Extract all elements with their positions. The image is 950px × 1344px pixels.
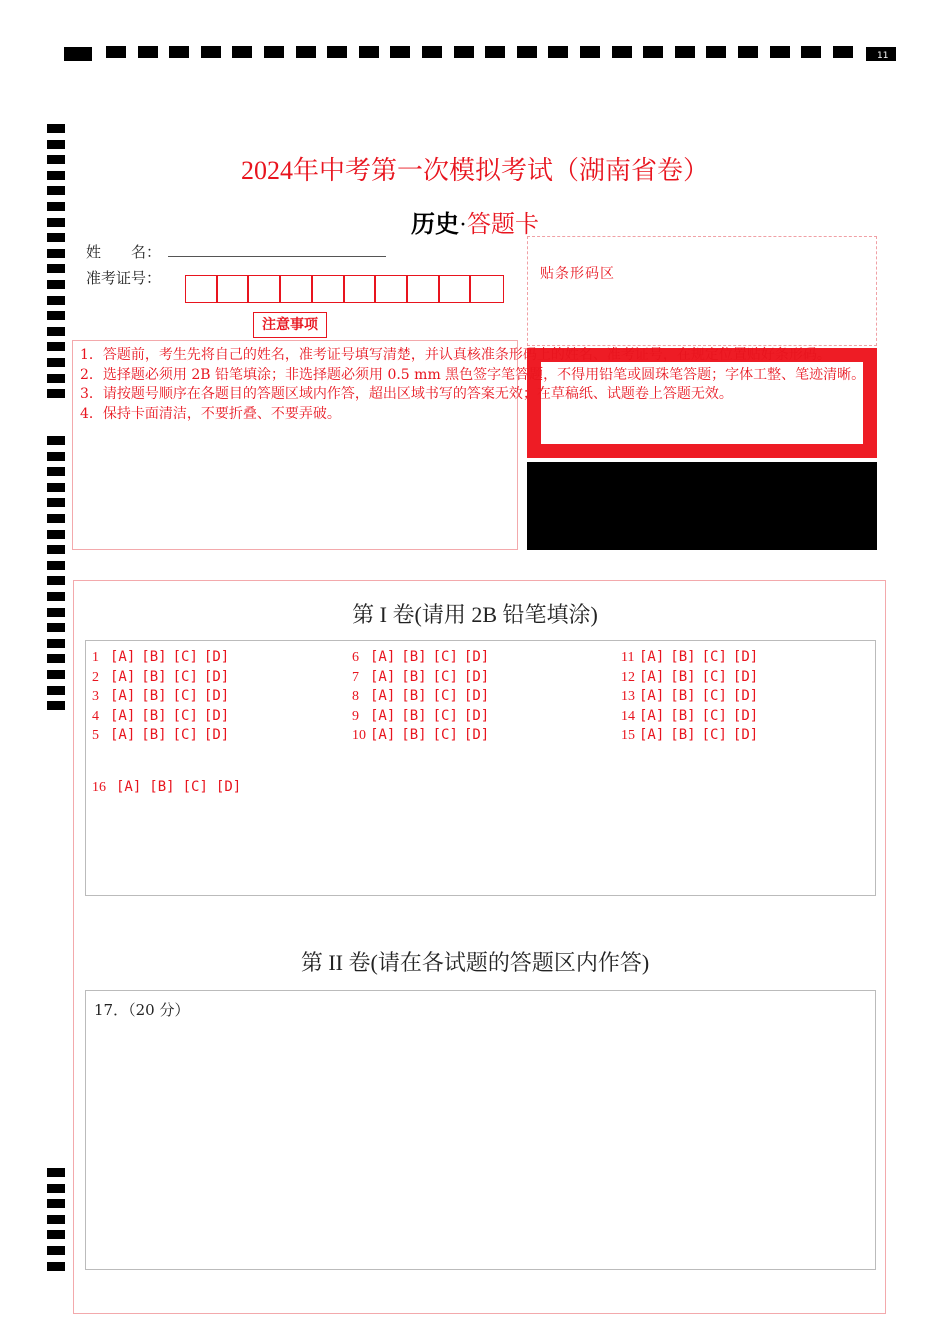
timing-mark	[47, 186, 65, 195]
timing-mark	[359, 46, 379, 58]
name-field[interactable]	[168, 256, 386, 257]
subject-name: 历史	[411, 212, 459, 238]
option-bubble[interactable]: [D]	[203, 649, 230, 665]
timing-mark	[264, 46, 284, 58]
timing-mark	[327, 46, 347, 58]
timing-mark	[422, 46, 442, 58]
choice-question-row	[92, 727, 235, 744]
choice-question-row	[352, 688, 495, 705]
timing-mark	[47, 483, 65, 492]
question-number: 10	[352, 728, 366, 743]
option-bubble[interactable]: [D]	[215, 779, 242, 795]
option-bubble[interactable]: [C]	[432, 688, 458, 704]
timing-mark	[201, 46, 221, 58]
exam-title: 2024年中考第一次模拟考试（湖南省卷）	[240, 156, 709, 185]
timing-mark	[47, 452, 65, 461]
option-bubble[interactable]: [C]	[432, 707, 458, 724]
timing-mark	[548, 46, 568, 58]
id-digit-cell[interactable]	[185, 275, 217, 303]
option-bubble[interactable]: [C]	[182, 779, 208, 795]
option-bubble[interactable]: [B]	[141, 707, 167, 724]
option-bubble[interactable]: [A]	[110, 727, 136, 743]
option-bubble[interactable]: [B]	[141, 649, 167, 665]
option-bubble[interactable]: [B]	[401, 707, 427, 724]
timing-mark	[47, 374, 65, 383]
timing-mark	[47, 686, 65, 695]
id-digit-cell[interactable]	[280, 275, 312, 303]
option-bubble[interactable]: [B]	[670, 688, 696, 704]
card-name: 答题卡	[467, 212, 539, 238]
timing-mark	[47, 1168, 65, 1177]
id-digit-cell[interactable]	[470, 275, 504, 303]
option-bubble[interactable]: [D]	[732, 707, 759, 724]
timing-mark	[47, 670, 65, 679]
option-bubble[interactable]: [C]	[701, 688, 727, 704]
option-bubble[interactable]: [A]	[370, 688, 396, 704]
section1-title: 第 I 卷(请用 2B 铅笔填涂)	[352, 602, 598, 627]
choice-question-row	[92, 779, 249, 796]
option-bubble[interactable]: [C]	[701, 649, 727, 665]
black-block	[527, 462, 877, 550]
question-number: 2	[92, 669, 99, 685]
timing-mark	[643, 46, 663, 58]
timing-mark	[169, 46, 189, 58]
timing-mark	[47, 701, 65, 710]
option-bubble[interactable]: [A]	[110, 707, 136, 724]
timing-mark	[517, 46, 537, 58]
option-bubble[interactable]: [D]	[463, 668, 490, 685]
timing-mark	[47, 280, 65, 289]
timing-mark	[706, 46, 726, 58]
notice-list	[80, 346, 865, 424]
id-digit-cell[interactable]	[344, 275, 376, 303]
timing-mark	[47, 342, 65, 351]
question-number: 8	[352, 689, 359, 704]
option-bubble[interactable]: [C]	[701, 727, 727, 743]
top-timing-marks	[64, 44, 896, 62]
option-bubble[interactable]: [C]	[172, 668, 198, 685]
timing-mark	[47, 530, 65, 539]
timing-mark	[64, 47, 92, 61]
timing-mark	[47, 576, 65, 585]
barcode-area	[527, 236, 877, 346]
choice-question-row	[352, 649, 495, 666]
choice-question-row	[352, 727, 495, 744]
timing-mark	[47, 264, 65, 273]
option-bubble[interactable]: [A]	[370, 668, 396, 685]
timing-mark	[738, 46, 758, 58]
option-bubble[interactable]: [A]	[639, 688, 665, 704]
timing-mark	[833, 46, 853, 58]
timing-mark	[106, 46, 126, 58]
option-bubble[interactable]: [A]	[116, 779, 142, 795]
option-bubble[interactable]: [D]	[732, 727, 759, 743]
timing-mark	[47, 1184, 65, 1193]
choice-question-row	[92, 688, 235, 705]
choice-question-row	[92, 669, 235, 686]
timing-mark	[47, 545, 65, 554]
question-number: 15	[621, 728, 635, 743]
option-bubble[interactable]: [A]	[370, 707, 396, 724]
id-label: 准考证号：	[86, 269, 162, 287]
notice-item: 4．保持卡面清洁，不要折叠、不要弄破。	[80, 405, 341, 422]
choice-question-row	[352, 708, 495, 725]
option-bubble[interactable]: [A]	[110, 649, 136, 665]
choice-question-row	[92, 708, 235, 725]
option-bubble[interactable]: [B]	[670, 707, 696, 724]
timing-mark	[454, 46, 474, 58]
question-number: 7	[352, 669, 359, 685]
timing-mark	[580, 46, 600, 58]
option-bubble[interactable]: [B]	[401, 727, 427, 743]
option-bubble[interactable]: [B]	[401, 649, 427, 665]
barcode-label: 贴条形码区	[540, 266, 615, 282]
timing-mark	[801, 46, 821, 58]
option-bubble[interactable]: [C]	[432, 668, 458, 685]
question-17-answer-box[interactable]	[85, 990, 876, 1270]
timing-mark	[47, 296, 65, 305]
timing-mark	[47, 124, 65, 133]
option-bubble[interactable]: [B]	[670, 649, 696, 665]
option-bubble[interactable]: [B]	[149, 779, 175, 795]
option-bubble[interactable]: [A]	[370, 727, 396, 743]
timing-mark	[612, 46, 632, 58]
section2-title: 第 II 卷(请在各试题的答题区内作答)	[300, 950, 650, 975]
timing-mark	[47, 639, 65, 648]
subject-separator: ·	[459, 212, 467, 238]
option-bubble[interactable]: [C]	[701, 668, 727, 685]
id-number-grid[interactable]	[185, 275, 504, 305]
option-bubble[interactable]: [C]	[172, 727, 198, 743]
option-bubble[interactable]: [C]	[172, 649, 198, 665]
question-number: 4	[92, 708, 99, 724]
notice-title: 注意事项	[253, 312, 327, 338]
option-bubble[interactable]: [B]	[670, 668, 696, 685]
timing-mark	[232, 46, 252, 58]
option-bubble[interactable]: [D]	[732, 668, 759, 685]
option-bubble[interactable]: [D]	[203, 727, 230, 743]
timing-mark	[138, 46, 158, 58]
question-number: 14	[621, 708, 635, 724]
id-digit-cell[interactable]	[407, 275, 439, 303]
option-bubble[interactable]: [C]	[432, 649, 458, 665]
option-bubble[interactable]: [B]	[670, 727, 696, 743]
timing-mark	[47, 1230, 65, 1239]
timing-mark	[390, 46, 410, 58]
option-bubble[interactable]: [C]	[701, 707, 727, 724]
option-bubble[interactable]: [D]	[463, 727, 490, 743]
question-number: 6	[352, 650, 359, 665]
option-bubble[interactable]: [D]	[463, 649, 490, 665]
timing-mark	[675, 46, 695, 58]
choice-question-row	[92, 649, 235, 666]
choice-answer-box	[85, 640, 876, 896]
option-bubble[interactable]: [B]	[141, 668, 167, 685]
timing-mark	[47, 311, 65, 320]
option-bubble[interactable]: [D]	[203, 688, 230, 704]
timing-mark	[296, 46, 316, 58]
timing-mark	[47, 654, 65, 663]
id-digit-cell[interactable]	[439, 275, 471, 303]
question-number: 9	[352, 708, 359, 724]
option-bubble[interactable]: [A]	[639, 649, 665, 665]
name-label: 姓 名：	[86, 243, 162, 261]
option-bubble[interactable]: [D]	[732, 649, 759, 665]
option-bubble[interactable]: [B]	[141, 688, 167, 704]
timing-mark	[47, 1215, 65, 1224]
timing-mark	[485, 46, 505, 58]
timing-mark	[47, 389, 65, 398]
option-bubble[interactable]: [D]	[463, 688, 490, 704]
option-bubble[interactable]: [D]	[203, 668, 230, 685]
option-bubble[interactable]: [D]	[463, 707, 490, 724]
question-number: 3	[92, 689, 99, 704]
notice-item: 2．选择题必须用 2B 铅笔填涂；非选择题必须用 0.5 mm 黑色签字笔答题，不得用铅笔或圆珠笔答题；字体工整、笔迹清晰。	[80, 366, 866, 383]
choice-question-row	[352, 669, 495, 686]
timing-mark	[770, 46, 790, 58]
id-digit-cell[interactable]	[312, 275, 344, 303]
question-number: 5	[92, 728, 99, 743]
option-bubble[interactable]: [B]	[401, 668, 427, 685]
choice-question-row	[621, 688, 764, 705]
timing-mark	[47, 358, 65, 367]
notice-item: 3．请按题号顺序在各题目的答题区域内作答，超出区域书写的答案无效；在草稿纸、试题卷上答题无效。	[80, 386, 733, 402]
timing-mark	[47, 467, 65, 476]
option-bubble[interactable]: [B]	[401, 688, 427, 704]
option-bubble[interactable]: [D]	[203, 707, 230, 724]
question-number: 1	[92, 650, 99, 665]
timing-mark	[47, 327, 65, 336]
timing-mark	[47, 1246, 65, 1255]
timing-mark	[47, 514, 65, 523]
notice-item: 1．答题前，考生先将自己的姓名，准考证号填写清楚，并认真核准条形码上的姓名、准考证号，在规定位置贴好条形码。	[80, 347, 831, 363]
choice-question-row	[621, 708, 764, 725]
question-number: 16	[92, 780, 106, 795]
id-digit-cell[interactable]	[248, 275, 280, 303]
option-bubble[interactable]: [B]	[141, 727, 167, 743]
choice-question-row	[621, 669, 764, 686]
page-number: 11	[877, 51, 889, 61]
question-number: 12	[621, 669, 635, 685]
id-digit-cell[interactable]	[375, 275, 407, 303]
id-digit-cell[interactable]	[217, 275, 249, 303]
option-bubble[interactable]: [C]	[432, 727, 458, 743]
option-bubble[interactable]: [C]	[172, 688, 198, 704]
question-number: 13	[621, 689, 635, 704]
timing-mark	[47, 249, 65, 258]
option-bubble[interactable]: [A]	[110, 688, 136, 704]
question-number: 11	[621, 650, 635, 665]
option-bubble[interactable]: [A]	[639, 727, 665, 743]
timing-mark	[47, 498, 65, 507]
option-bubble[interactable]: [A]	[639, 707, 665, 724]
option-bubble[interactable]: [A]	[370, 649, 396, 665]
option-bubble[interactable]: [D]	[732, 688, 759, 704]
timing-mark	[47, 561, 65, 570]
timing-mark	[47, 140, 65, 149]
question-17-label: 17．（20 分）	[94, 1001, 190, 1019]
timing-mark	[47, 436, 65, 445]
timing-mark	[47, 1262, 65, 1271]
option-bubble[interactable]: [A]	[639, 668, 665, 685]
subject-title	[0, 204, 950, 239]
choice-question-row	[621, 727, 764, 744]
timing-mark	[47, 1199, 65, 1208]
option-bubble[interactable]: [A]	[110, 668, 136, 685]
option-bubble[interactable]: [C]	[172, 707, 198, 724]
choice-question-row	[621, 649, 764, 666]
